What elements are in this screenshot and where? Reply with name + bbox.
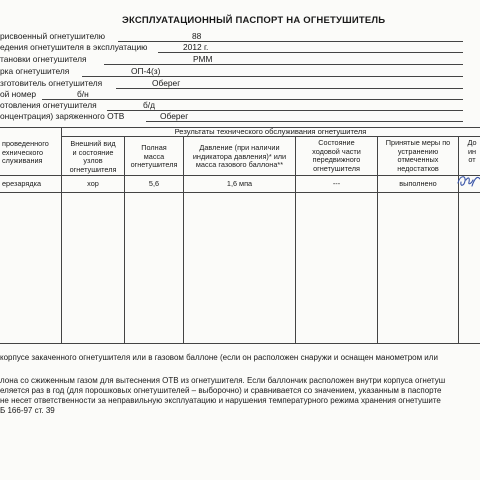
field-underline [116,88,463,89]
footnote-1: корпусе закаченного огнетушителя или в газовом баллоне (если он расположен снаружи и оснащен манометром или [0,353,438,362]
field-label-manufacturer: зготовитель огнетушителя [0,78,103,88]
table-group-header: Результаты технического обслуживания огнетушителя [174,128,367,136]
field-value-assigned-number: 88 [192,31,202,41]
table-column-border [458,136,459,343]
document-title: ЭКСПЛУАТАЦИОННЫЙ ПАСПОРТ НА ОГНЕТУШИТЕЛЬ [122,15,386,26]
column-header-chassis-state: Состояние ходовой части передвижного огнетушителя [312,139,361,173]
field-underline [82,76,463,77]
field-underline [118,41,463,42]
field-label-model: рка огнетушителя [0,66,70,76]
table-cell-measures-taken: выполнено [399,180,437,188]
field-label-assigned-number: рисвоенный огнетушителю [0,31,105,41]
field-label-commissioning-date: едения огнетушителя в эксплуатацию [0,42,148,52]
field-underline [146,121,463,122]
column-header-cut-off: До ин от [467,139,477,165]
field-value-location: РММ [193,54,213,64]
field-value-agent-brand: Оберег [160,111,189,121]
table-row-border [0,192,480,193]
field-underline [104,64,463,65]
table-cell-appearance: хор [87,180,99,188]
field-label-serial-number: ой номер [0,89,37,99]
field-underline [42,99,463,100]
table-cell-chassis-state: --- [332,180,341,188]
table-bottom-border [0,343,480,344]
field-value-model: ОП-4(з) [131,66,161,76]
field-value-manufacture-date: б/д [143,100,156,110]
field-value-serial-number: б/н [77,89,89,99]
footnote-2: лона со сжиженным газом для вытеснения ОТВ из огнетушителя. Если баллончик расположен внутри корпуса огнетуш [0,376,446,385]
footnote-5: Б 166-97 ст. 39 [0,406,55,415]
column-header-measures-taken: Принятые меры по устранению отмеченных недостатков [385,139,451,173]
column-header-pressure: Давление (при наличии индикатора давления)* или масса газового баллона** [192,144,287,170]
field-label-manufacture-date: отовления огнетушителя [0,100,97,110]
handwritten-signature [457,171,480,191]
field-underline [158,52,463,53]
table-cell-service-type: ерезарядка [2,180,42,188]
column-header-appearance: Внешний вид и состояние узлов огнетушителя [69,140,117,174]
footnote-4: не несет ответственности за неправильную эксплуатацию и нарушения температурного режима хранения огнетушите [0,396,441,405]
table-cell-total-mass: 5,6 [148,180,160,188]
table-header-border [0,175,480,176]
field-value-commissioning-date: 2012 г. [183,42,209,52]
field-label-location: тановки огнетушителя [0,54,87,64]
field-value-manufacturer: Оберег [152,78,181,88]
column-header-total-mass: Полная масса огнетушителя [130,144,178,170]
field-label-agent-brand: онцентрация) заряженного ОТВ [0,111,125,121]
footnote-3: еляется раз в год (для порошковых огнетушителей – выборочно) и сравнивается со значением, указанным в паспорте [0,386,442,395]
column-header-service-type: проведенного ехнического служивания [2,140,49,166]
table-cell-pressure: 1,6 мпа [226,180,253,188]
